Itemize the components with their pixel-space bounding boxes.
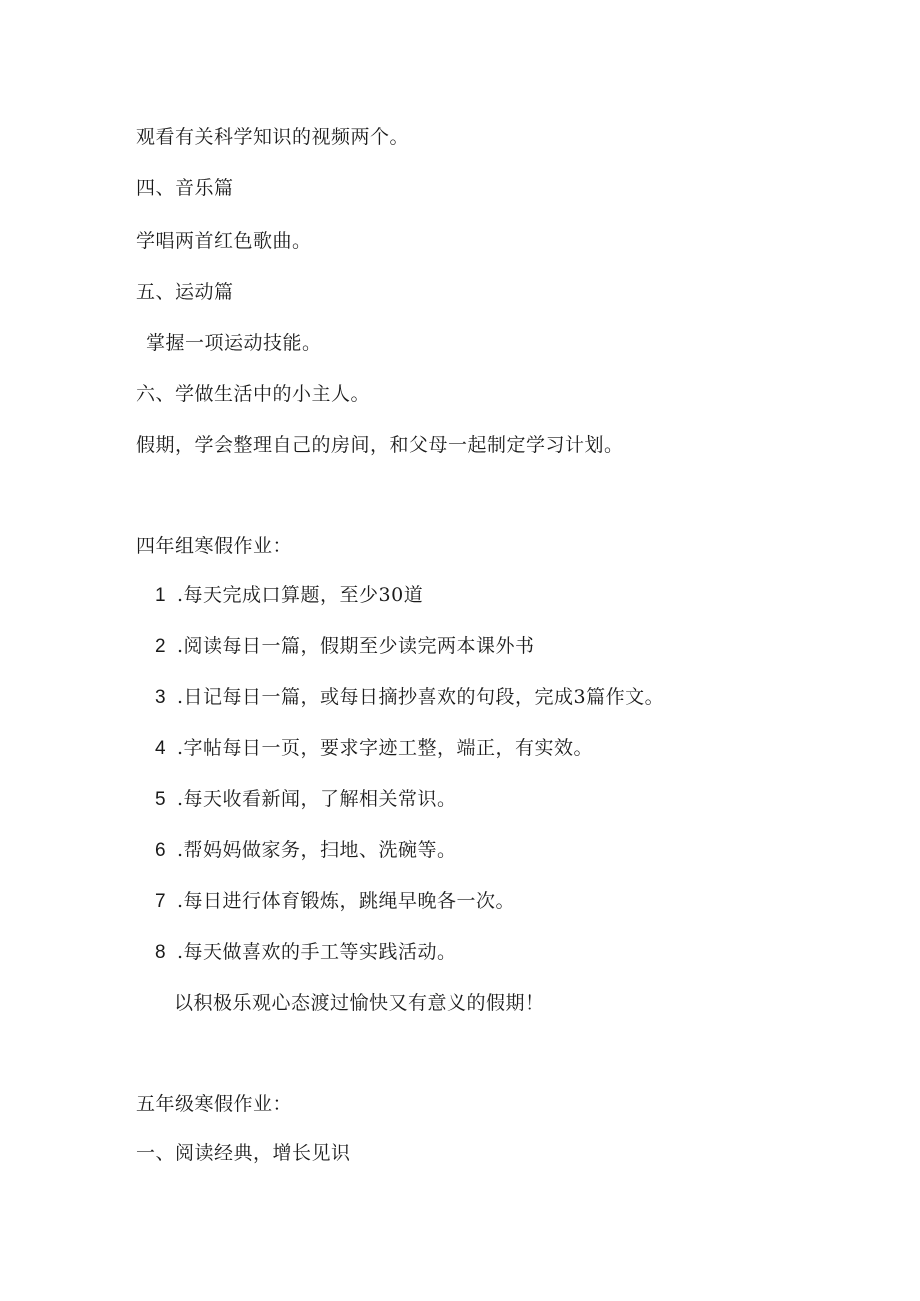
item-number: 5 <box>155 789 167 810</box>
grade4-item <box>155 939 457 966</box>
life-task-line: 假期，学会整理自己的房间，和父母一起制定学习计划。 <box>136 434 624 456</box>
music-task-line: 学唱两首红色歌曲。 <box>136 230 312 252</box>
grade5-section-heading: 一、阅读经典，增长见识 <box>136 1142 351 1164</box>
grade4-item <box>155 786 457 813</box>
item-number: 8 <box>155 942 167 963</box>
item-number: 1 <box>155 585 167 606</box>
item-text: .每天做喜欢的手工等实践活动。 <box>177 941 457 963</box>
sports-task-line: 掌握一项运动技能。 <box>146 332 322 354</box>
music-section-heading: 四、音乐篇 <box>136 177 234 199</box>
item-text: .每天收看新闻，了解相关常识。 <box>177 788 457 810</box>
grade4-title: 四年组寒假作业： <box>136 535 293 557</box>
grade4-item <box>155 633 535 660</box>
grade4-closing: 以积极乐观心态渡过愉快又有意义的假期！ <box>174 992 545 1014</box>
grade4-item <box>155 888 515 915</box>
item-text: .日记每日一篇，或每日摘抄喜欢的句段，完成3篇作文。 <box>177 686 665 708</box>
grade4-item <box>155 837 457 864</box>
item-number: 3 <box>155 687 167 708</box>
item-text: .帮妈妈做家务，扫地、洗碗等。 <box>177 839 457 861</box>
item-number: 6 <box>155 840 167 861</box>
sports-section-heading: 五、运动篇 <box>136 281 234 303</box>
grade5-title: 五年级寒假作业： <box>136 1093 293 1115</box>
item-text: .阅读每日一篇，假期至少读完两本课外书 <box>177 635 535 657</box>
grade4-item <box>155 582 423 609</box>
grade4-item <box>155 735 593 762</box>
item-text: .字帖每日一页，要求字迹工整，端正，有实效。 <box>177 737 594 759</box>
item-text: .每天完成口算题，至少30道 <box>177 584 424 606</box>
grade4-item <box>155 684 664 711</box>
item-number: 4 <box>155 738 167 759</box>
item-text: .每日进行体育锻炼，跳绳早晚各一次。 <box>177 890 516 912</box>
item-number: 2 <box>155 636 167 657</box>
life-section-heading: 六、学做生活中的小主人。 <box>136 383 371 405</box>
science-video-line: 观看有关科学知识的视频两个。 <box>136 126 410 148</box>
item-number: 7 <box>155 891 167 912</box>
